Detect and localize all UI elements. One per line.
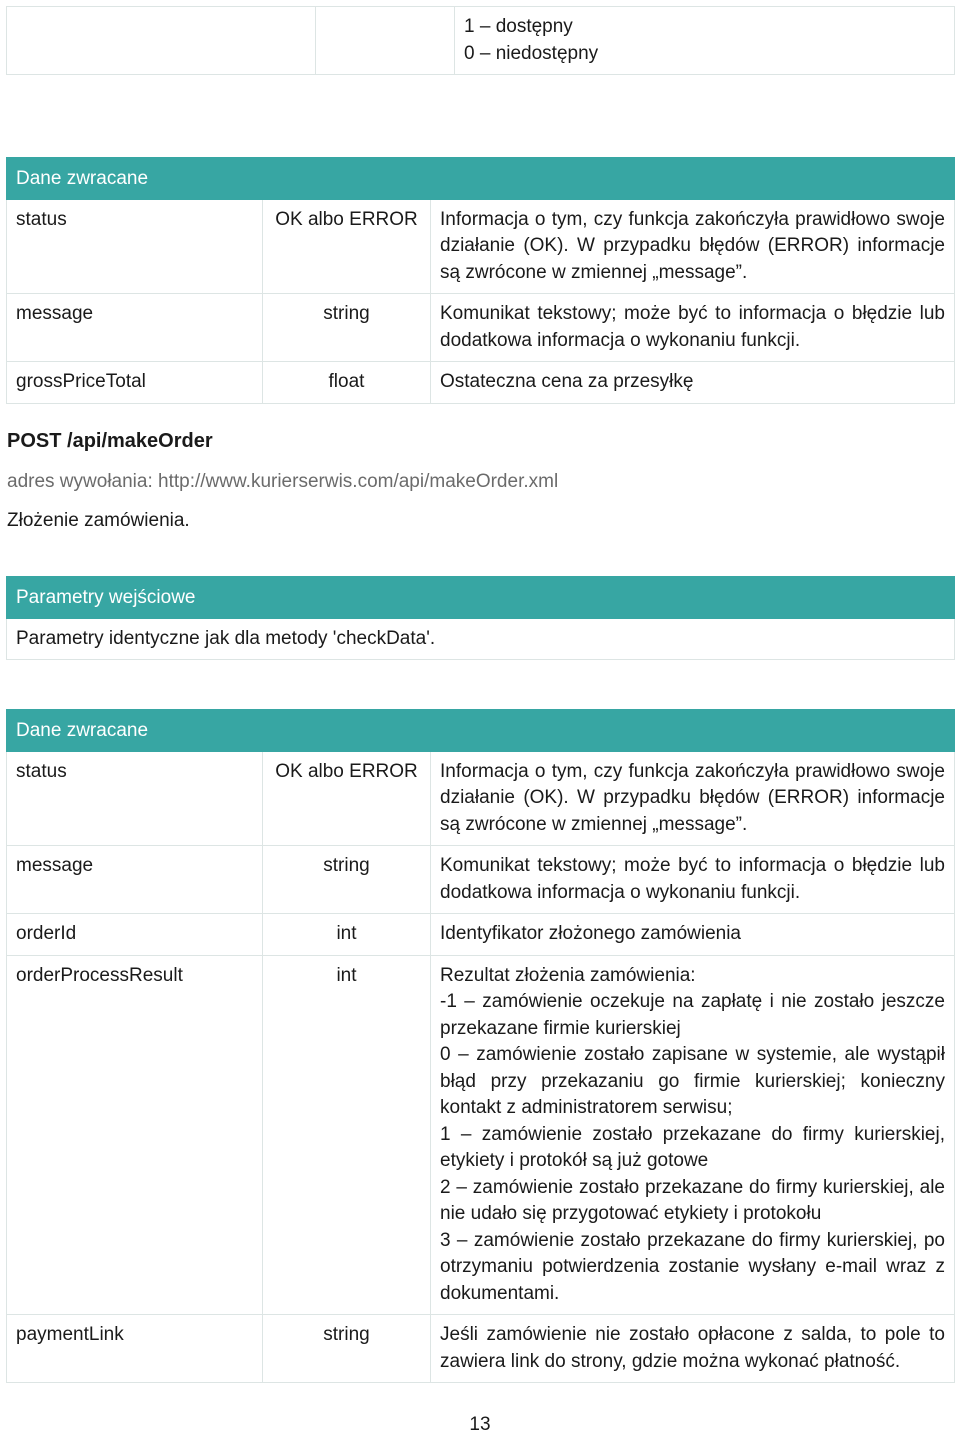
process-result-option: 0 – zamówienie zostało zapisane w systemie, ale wystąpił błąd przy przekazaniu go firmie kurierskiej; konieczny kontakt z administratorem serwisu; — [440, 1044, 945, 1118]
table-row — [7, 362, 955, 404]
field-name: orderId — [7, 914, 263, 956]
process-result-option: 3 – zamówienie zostało przekazane do firmy kurierskiej, po otrzymaniu potwierdzenia zostanie wysłany e-mail wraz z dokumentami. — [440, 1229, 945, 1304]
table-row — [7, 1315, 955, 1383]
table-row — [7, 618, 955, 660]
table-row — [7, 294, 955, 362]
field-name: message — [7, 846, 263, 914]
page-number: 13 — [469, 1414, 491, 1435]
field-name: status — [7, 199, 263, 294]
availability-available: 1 – dostępny — [464, 16, 573, 37]
endpoint-address: adres wywołania: http://www.kurierserwis.com/api/makeOrder.xml — [7, 471, 559, 492]
field-description: Jeśli zamówienie nie zostało opłacone z salda, to pole to zawiera link do strony, gdzie można wykonać płatność. — [431, 1315, 955, 1383]
field-type: string — [263, 294, 431, 362]
process-result-intro: Rezultat złożenia zamówienia: — [440, 964, 696, 986]
table-row — [7, 914, 955, 956]
empty-cell — [7, 7, 316, 75]
field-name: orderProcessResult — [7, 955, 263, 1315]
availability-table — [6, 6, 955, 75]
field-description — [431, 955, 955, 1315]
process-result-option: 2 – zamówienie zostało przekazane do firmy kurierskiej, ale nie udało się przygotować etykiety i protokołu — [440, 1176, 945, 1224]
process-result-option: 1 – zamówienie zostało przekazane do firmy kurierskiej, etykiety i protokół są już gotowe — [440, 1123, 945, 1171]
field-name: grossPriceTotal — [7, 362, 263, 404]
table-row — [7, 751, 955, 846]
returned-data-table-1 — [6, 157, 955, 404]
section-header: Dane zwracane — [7, 710, 955, 752]
field-type: int — [263, 914, 431, 956]
table-row — [7, 199, 955, 294]
field-type: OK albo ERROR — [263, 199, 431, 294]
returned-data-table-2 — [6, 709, 955, 1383]
field-type: int — [263, 955, 431, 1315]
field-description: Komunikat tekstowy; może być to informacja o błędzie lub dodatkowa informacja o wykonaniu funkcji. — [431, 846, 955, 914]
field-type: OK albo ERROR — [263, 751, 431, 846]
field-type: string — [263, 846, 431, 914]
field-description: Informacja o tym, czy funkcja zakończyła prawidłowo swoje działanie (OK). W przypadku błędów (ERROR) informacje są zwrócone w zmiennej „message”. — [431, 751, 955, 846]
table-row — [7, 955, 955, 1315]
input-params-table — [6, 576, 955, 660]
field-name: paymentLink — [7, 1315, 263, 1383]
process-result-option: -1 – zamówienie oczekuje na zapłatę i nie zostało jeszcze przekazane firmie kurierskiej — [440, 991, 945, 1039]
field-description: Identyfikator złożonego zamówienia — [431, 914, 955, 956]
field-name: status — [7, 751, 263, 846]
endpoint-description: Złożenie zamówienia. — [7, 510, 190, 531]
field-name: message — [7, 294, 263, 362]
input-params-text: Parametry identyczne jak dla metody 'checkData'. — [7, 618, 955, 660]
empty-cell — [316, 7, 455, 75]
field-type: string — [263, 1315, 431, 1383]
field-description: Informacja o tym, czy funkcja zakończyła prawidłowo swoje działanie (OK). W przypadku błędów (ERROR) informacje są zwrócone w zmiennej „message”. — [431, 199, 955, 294]
endpoint-title: POST /api/makeOrder — [7, 430, 213, 452]
section-header: Parametry wejściowe — [7, 577, 955, 619]
availability-values — [455, 7, 955, 75]
field-description: Ostateczna cena za przesyłkę — [431, 362, 955, 404]
field-description: Komunikat tekstowy; może być to informacja o błędzie lub dodatkowa informacja o wykonaniu funkcji. — [431, 294, 955, 362]
table-row — [7, 846, 955, 914]
field-type: float — [263, 362, 431, 404]
availability-unavailable: 0 – niedostępny — [464, 42, 599, 64]
section-header: Dane zwracane — [7, 158, 955, 200]
